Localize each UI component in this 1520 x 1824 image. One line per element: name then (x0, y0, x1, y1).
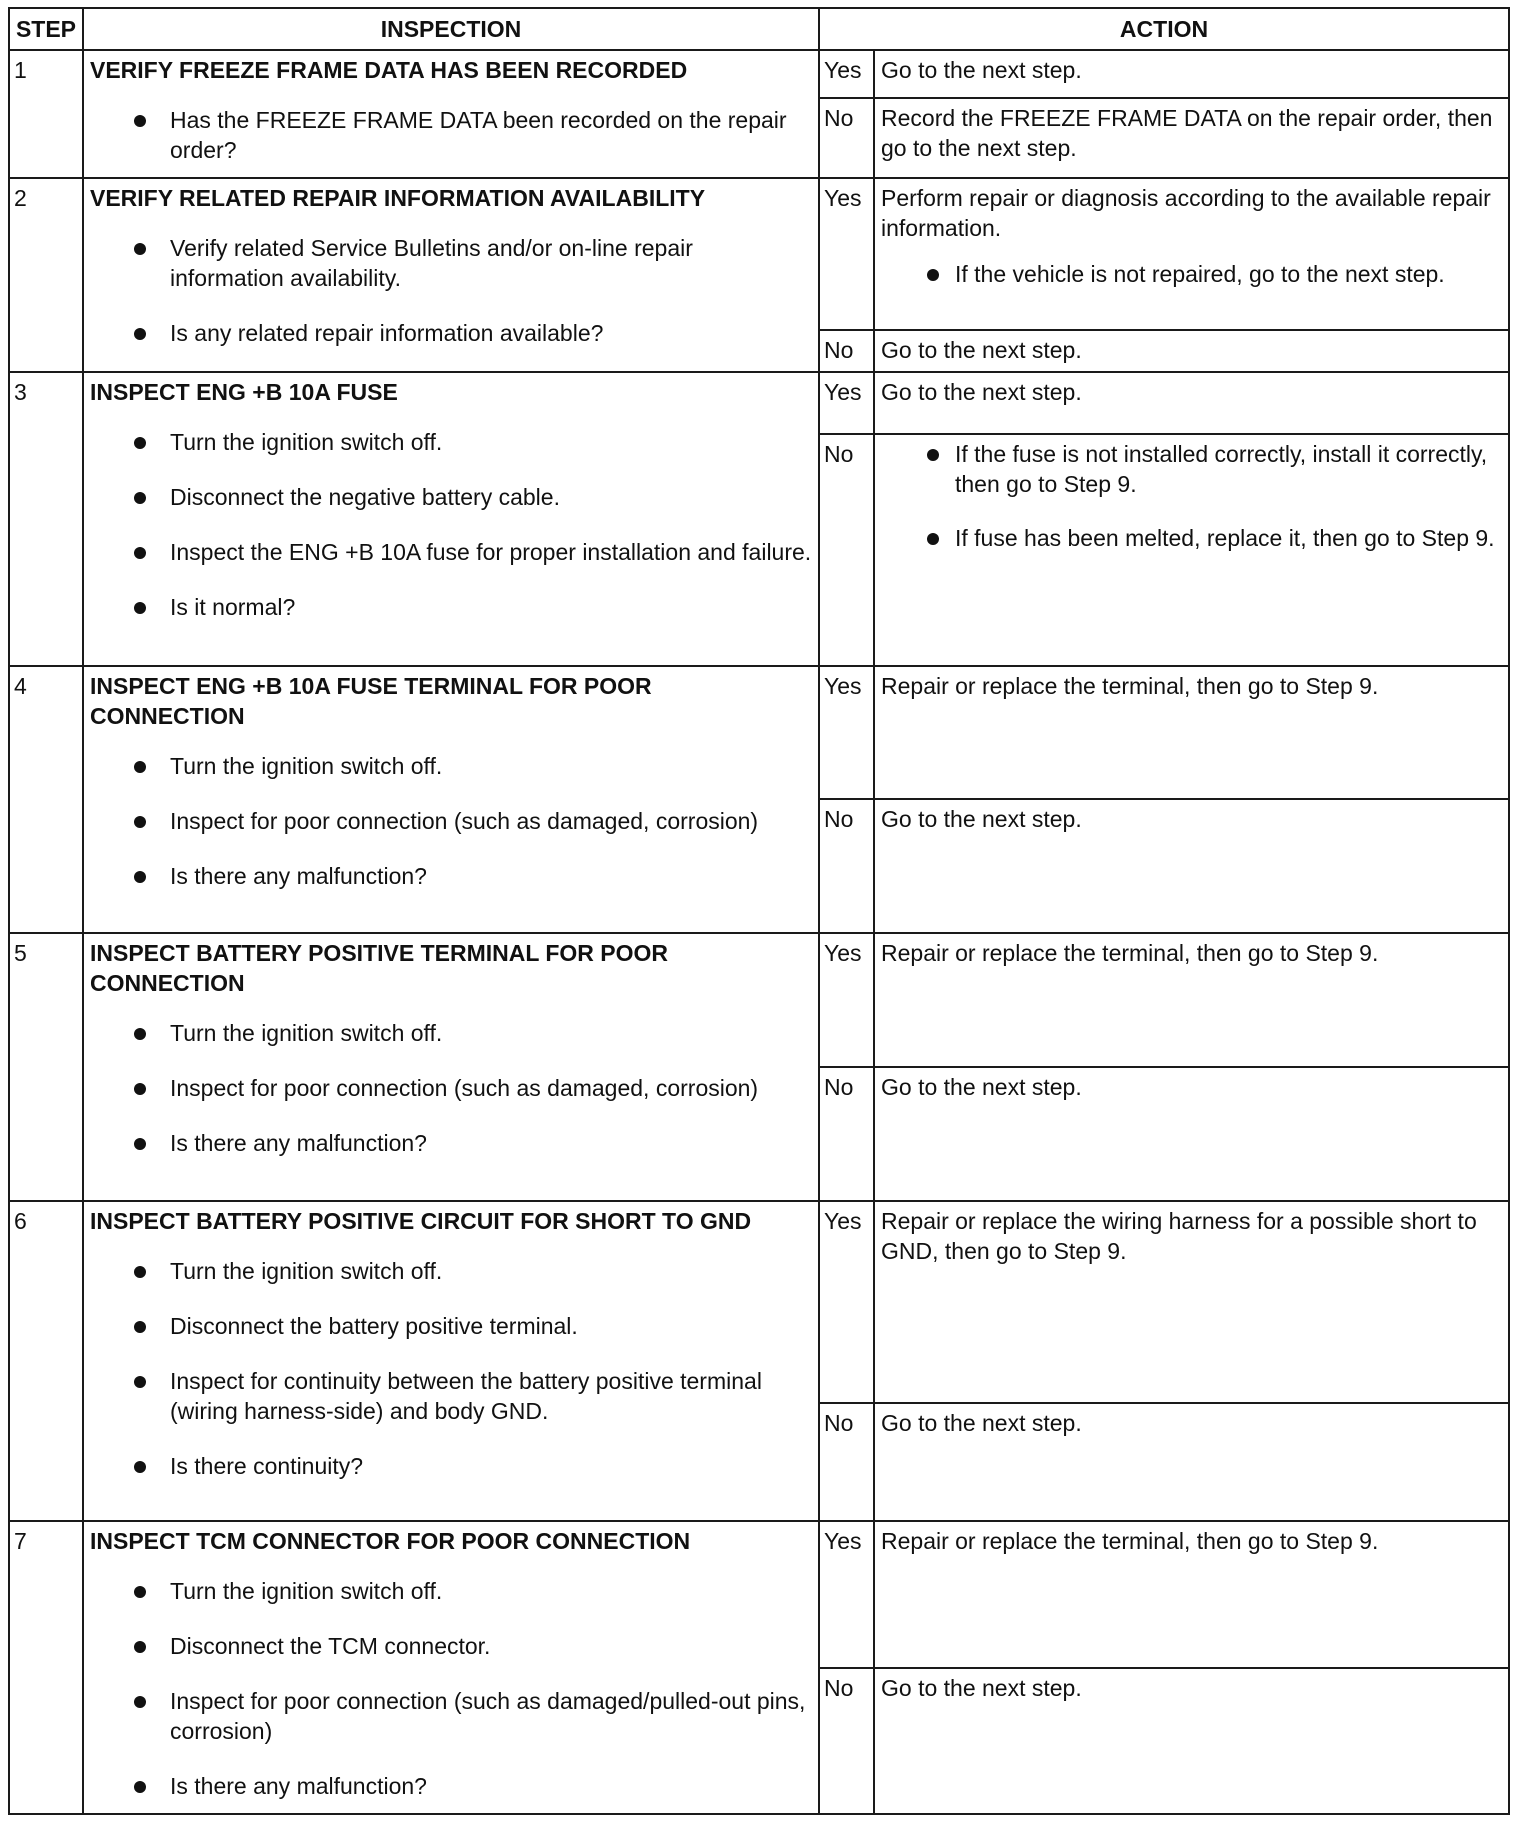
yes-action: Repair or replace the terminal, then go to Step 9. (874, 1521, 1509, 1668)
bullet-icon (134, 547, 146, 559)
bullet-icon (134, 1696, 146, 1708)
bullet-item: Inspect the ENG +B 10A fuse for proper installation and failure. (90, 537, 812, 567)
yes-action: Repair or replace the wiring harness for a possible short to GND, then go to Step 9. (874, 1201, 1509, 1403)
header-row (9, 8, 1509, 50)
no-label: No (819, 1668, 874, 1814)
bullet-icon (134, 328, 146, 340)
yes-label: Yes (819, 50, 874, 98)
bullet-icon (134, 602, 146, 614)
yes-action: Repair or replace the terminal, then go to Step 9. (874, 666, 1509, 799)
bullet-icon (927, 449, 939, 461)
step-number: 3 (9, 372, 83, 666)
bullet-icon (134, 1461, 146, 1473)
step-inspection (83, 178, 819, 372)
bullet-item: Turn the ignition switch off. (90, 1256, 812, 1286)
yes-label: Yes (819, 1521, 874, 1668)
bullet-icon (927, 269, 939, 281)
step-title: VERIFY FREEZE FRAME DATA HAS BEEN RECORDED (90, 57, 688, 83)
no-action-bullets (881, 439, 1502, 553)
step-inspection (83, 50, 819, 178)
bullet-icon (134, 1083, 146, 1095)
step-7-yes-row (9, 1521, 1509, 1668)
bullet-item: Is it normal? (90, 592, 812, 622)
bullet-item: Is there continuity? (90, 1451, 812, 1481)
step-title: INSPECT TCM CONNECTOR FOR POOR CONNECTION (90, 1528, 691, 1554)
yes-label: Yes (819, 178, 874, 330)
step-title: INSPECT ENG +B 10A FUSE (90, 379, 398, 405)
header-inspection: INSPECTION (83, 8, 819, 50)
header-action: ACTION (819, 8, 1509, 50)
bullet-item: Disconnect the battery positive terminal. (90, 1311, 812, 1341)
step-number: 4 (9, 666, 83, 933)
bullet-icon (134, 1376, 146, 1388)
bullet-icon (134, 1266, 146, 1278)
yes-action: Go to the next step. (874, 372, 1509, 434)
step-bullets (90, 751, 812, 891)
step-number: 5 (9, 933, 83, 1201)
bullet-icon (134, 115, 146, 127)
step-inspection (83, 933, 819, 1201)
bullet-icon (134, 1586, 146, 1598)
bullet-item: Has the FREEZE FRAME DATA been recorded on the repair order? (90, 105, 812, 165)
bullet-icon (134, 243, 146, 255)
step-6-yes-row (9, 1201, 1509, 1403)
bullet-icon (134, 437, 146, 449)
step-1-yes-row (9, 50, 1509, 98)
step-title: VERIFY RELATED REPAIR INFORMATION AVAILABILITY (90, 185, 706, 211)
step-inspection (83, 1201, 819, 1521)
yes-action: Repair or replace the terminal, then go to Step 9. (874, 933, 1509, 1067)
step-number: 6 (9, 1201, 83, 1521)
no-label: No (819, 330, 874, 372)
step-bullets (90, 427, 812, 622)
yes-label: Yes (819, 1201, 874, 1403)
step-inspection (83, 666, 819, 933)
yes-action: Go to the next step. (874, 50, 1509, 98)
bullet-icon (134, 492, 146, 504)
step-number: 7 (9, 1521, 83, 1814)
bullet-icon (134, 1028, 146, 1040)
bullet-item: Is any related repair information available? (90, 318, 812, 348)
bullet-item: Disconnect the TCM connector. (90, 1631, 812, 1661)
bullet-item: Turn the ignition switch off. (90, 1018, 812, 1048)
bullet-icon (134, 1641, 146, 1653)
no-label: No (819, 1067, 874, 1201)
step-bullets (90, 1256, 812, 1481)
bullet-icon (134, 1781, 146, 1793)
bullet-icon (927, 533, 939, 545)
bullet-icon (134, 871, 146, 883)
no-label: No (819, 1403, 874, 1521)
bullet-item: Is there any malfunction? (90, 1771, 812, 1801)
no-label: No (819, 434, 874, 666)
no-action: Go to the next step. (874, 1403, 1509, 1521)
yes-label: Yes (819, 666, 874, 799)
bullet-item: Disconnect the negative battery cable. (90, 482, 812, 512)
yes-action-bullets (881, 259, 1502, 289)
step-bullets (90, 233, 812, 348)
yes-label: Yes (819, 372, 874, 434)
bullet-icon (134, 761, 146, 773)
step-3-yes-row (9, 372, 1509, 434)
step-number: 1 (9, 50, 83, 178)
step-bullets (90, 1576, 812, 1801)
bullet-item: Turn the ignition switch off. (90, 751, 812, 781)
bullet-item: Verify related Service Bulletins and/or on-line repair information availability. (90, 233, 812, 293)
header-step: STEP (9, 8, 83, 50)
bullet-item: Inspect for poor connection (such as damaged, corrosion) (90, 806, 812, 836)
step-bullets (90, 105, 812, 165)
step-inspection (83, 1521, 819, 1814)
action-bullet-item: If the fuse is not installed correctly, install it correctly, then go to Step 9. (881, 439, 1502, 499)
bullet-item: Inspect for poor connection (such as damaged, corrosion) (90, 1073, 812, 1103)
action-bullet-item: If fuse has been melted, replace it, then go to Step 9. (881, 523, 1502, 553)
step-inspection (83, 372, 819, 666)
step-bullets (90, 1018, 812, 1158)
no-action: Go to the next step. (874, 1067, 1509, 1201)
bullet-item: Turn the ignition switch off. (90, 1576, 812, 1606)
bullet-icon (134, 816, 146, 828)
step-4-yes-row (9, 666, 1509, 799)
bullet-item: Is there any malfunction? (90, 861, 812, 891)
no-label: No (819, 799, 874, 933)
no-action: Go to the next step. (874, 1668, 1509, 1814)
no-action: Record the FREEZE FRAME DATA on the repair order, then go to the next step. (874, 98, 1509, 178)
diagnostic-table (8, 7, 1510, 1815)
step-5-yes-row (9, 933, 1509, 1067)
yes-action-text: Perform repair or diagnosis according to the available repair information. (881, 185, 1491, 241)
step-title: INSPECT ENG +B 10A FUSE TERMINAL FOR POOR CONNECTION (90, 673, 652, 729)
no-label: No (819, 98, 874, 178)
step-2-yes-row (9, 178, 1509, 330)
action-bullet-item: If the vehicle is not repaired, go to the next step. (881, 259, 1502, 289)
step-title: INSPECT BATTERY POSITIVE CIRCUIT FOR SHORT TO GND (90, 1208, 752, 1234)
step-number: 2 (9, 178, 83, 372)
bullet-icon (134, 1138, 146, 1150)
bullet-item: Is there any malfunction? (90, 1128, 812, 1158)
no-action (874, 434, 1509, 666)
yes-label: Yes (819, 933, 874, 1067)
yes-action (874, 178, 1509, 330)
no-action: Go to the next step. (874, 799, 1509, 933)
bullet-item: Turn the ignition switch off. (90, 427, 812, 457)
bullet-item: Inspect for poor connection (such as damaged/pulled-out pins, corrosion) (90, 1686, 812, 1746)
bullet-item: Inspect for continuity between the battery positive terminal (wiring harness-side) and body GND. (90, 1366, 812, 1426)
bullet-icon (134, 1321, 146, 1333)
no-action: Go to the next step. (874, 330, 1509, 372)
step-title: INSPECT BATTERY POSITIVE TERMINAL FOR POOR CONNECTION (90, 940, 669, 996)
